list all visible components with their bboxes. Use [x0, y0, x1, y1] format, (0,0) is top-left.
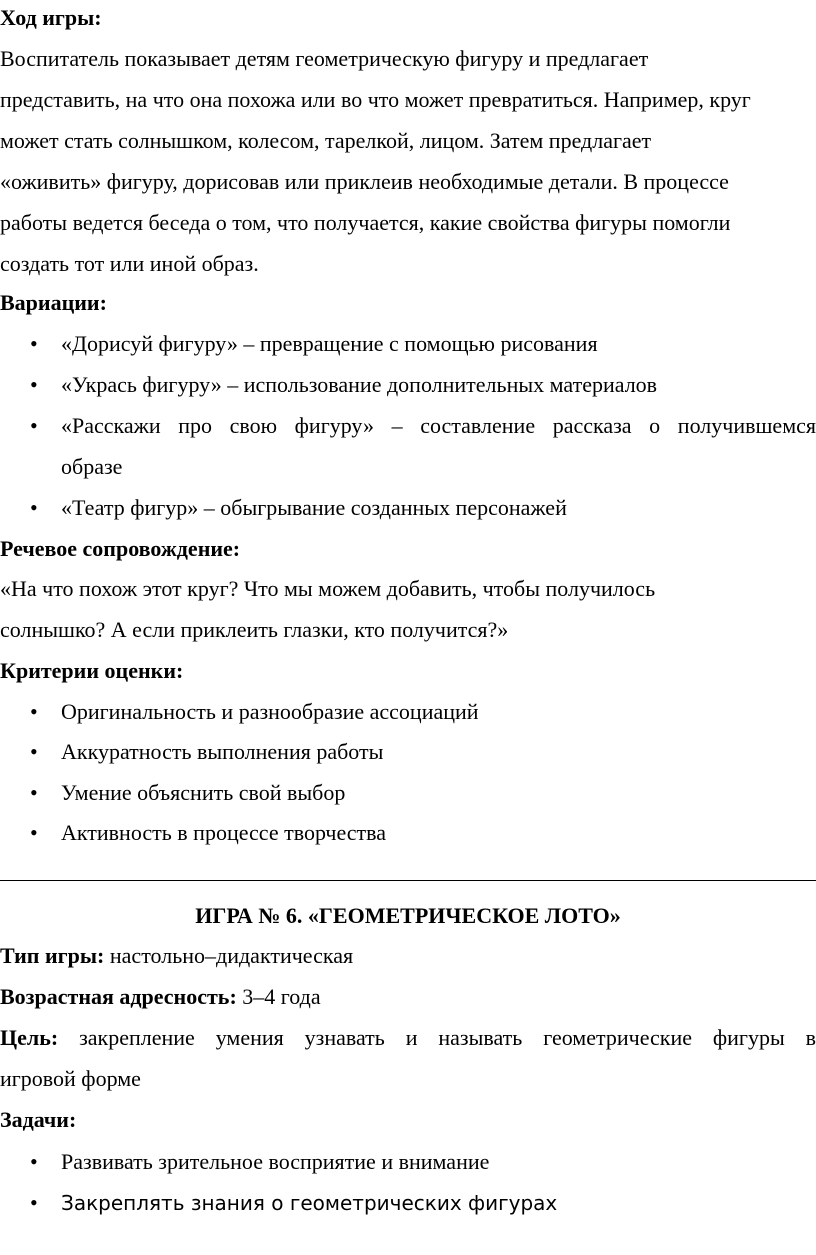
speech-line: «На что похож этот круг? Что мы можем добавить, чтобы получилось: [0, 576, 656, 601]
criteria-heading: Критерии оценки:: [0, 658, 184, 683]
bullet-icon: •: [30, 1149, 38, 1174]
bullet-icon: •: [30, 739, 38, 764]
paragraph-line: создать тот или иной образ.: [0, 251, 259, 276]
bullet-icon: •: [30, 780, 38, 805]
age-value: 3–4 года: [236, 984, 321, 1009]
list-item: Оригинальность и разнообразие ассоциаций: [61, 699, 479, 724]
paragraph-line: может стать солнышком, колесом, тарелкой, лицом. Затем предлагает: [0, 128, 652, 153]
list-item: «Укрась фигуру» – использование дополнительных материалов: [61, 372, 658, 397]
list-item: Активность в процессе творчества: [61, 820, 387, 845]
paragraph-line: Воспитатель показывает детям геометрическую фигуру и предлагает: [0, 46, 649, 71]
goal-value: закрепление умения узнавать и называть геометрические фигуры в: [58, 1025, 816, 1050]
goal-line: [0, 1025, 816, 1051]
bullet-icon: •: [30, 699, 38, 724]
game-type-line: [0, 943, 816, 969]
age-line: [0, 984, 816, 1010]
section-divider: [0, 880, 816, 881]
list-item: Аккуратность выполнения работы: [61, 739, 384, 764]
list-item: Умение объяснить свой выбор: [61, 780, 346, 805]
bullet-icon: •: [30, 495, 38, 520]
variations-heading: Вариации:: [0, 290, 107, 315]
list-item-continuation: образе: [61, 454, 123, 479]
goal-label: Цель:: [0, 1025, 59, 1050]
bullet-icon: •: [30, 372, 38, 397]
list-item: «Расскажи про свою фигуру» – составление рассказа о получившемся: [61, 413, 816, 438]
game-title: ИГРА № 6. «ГЕОМЕТРИЧЕСКОЕ ЛОТО»: [195, 903, 621, 928]
goal-line-continuation: игровой форме: [0, 1066, 141, 1091]
bullet-icon: •: [30, 820, 38, 845]
paragraph-line: представить, на что она похожа или во что может превратиться. Например, круг: [0, 87, 751, 112]
bullet-icon: •: [30, 331, 38, 356]
game-type-label: Тип игры:: [0, 943, 105, 968]
paragraph-line: «оживить» фигуру, дорисовав или приклеив необходимые детали. В процессе: [0, 169, 729, 194]
tasks-heading: Задачи:: [0, 1107, 77, 1132]
list-item: «Дорисуй фигуру» – превращение с помощью рисования: [61, 331, 598, 356]
bullet-icon: •: [30, 1190, 38, 1215]
paragraph-line: работы ведется беседа о том, что получается, какие свойства фигуры помогли: [0, 210, 731, 235]
speech-line: солнышко? А если приклеить глазки, кто получится?»: [0, 617, 509, 642]
game-type-value: настольно–дидактическая: [104, 943, 354, 968]
list-item: Закреплять знания о геометрических фигурах: [61, 1191, 558, 1215]
age-label: Возрастная адресность:: [0, 984, 237, 1009]
game-progress-heading: Ход игры:: [0, 5, 102, 30]
speech-heading: Речевое сопровождение:: [0, 536, 241, 561]
list-item: Развивать зрительное восприятие и внимание: [61, 1149, 490, 1174]
list-item: «Театр фигур» – обыгрывание созданных персонажей: [61, 495, 567, 520]
bullet-icon: •: [30, 413, 38, 438]
